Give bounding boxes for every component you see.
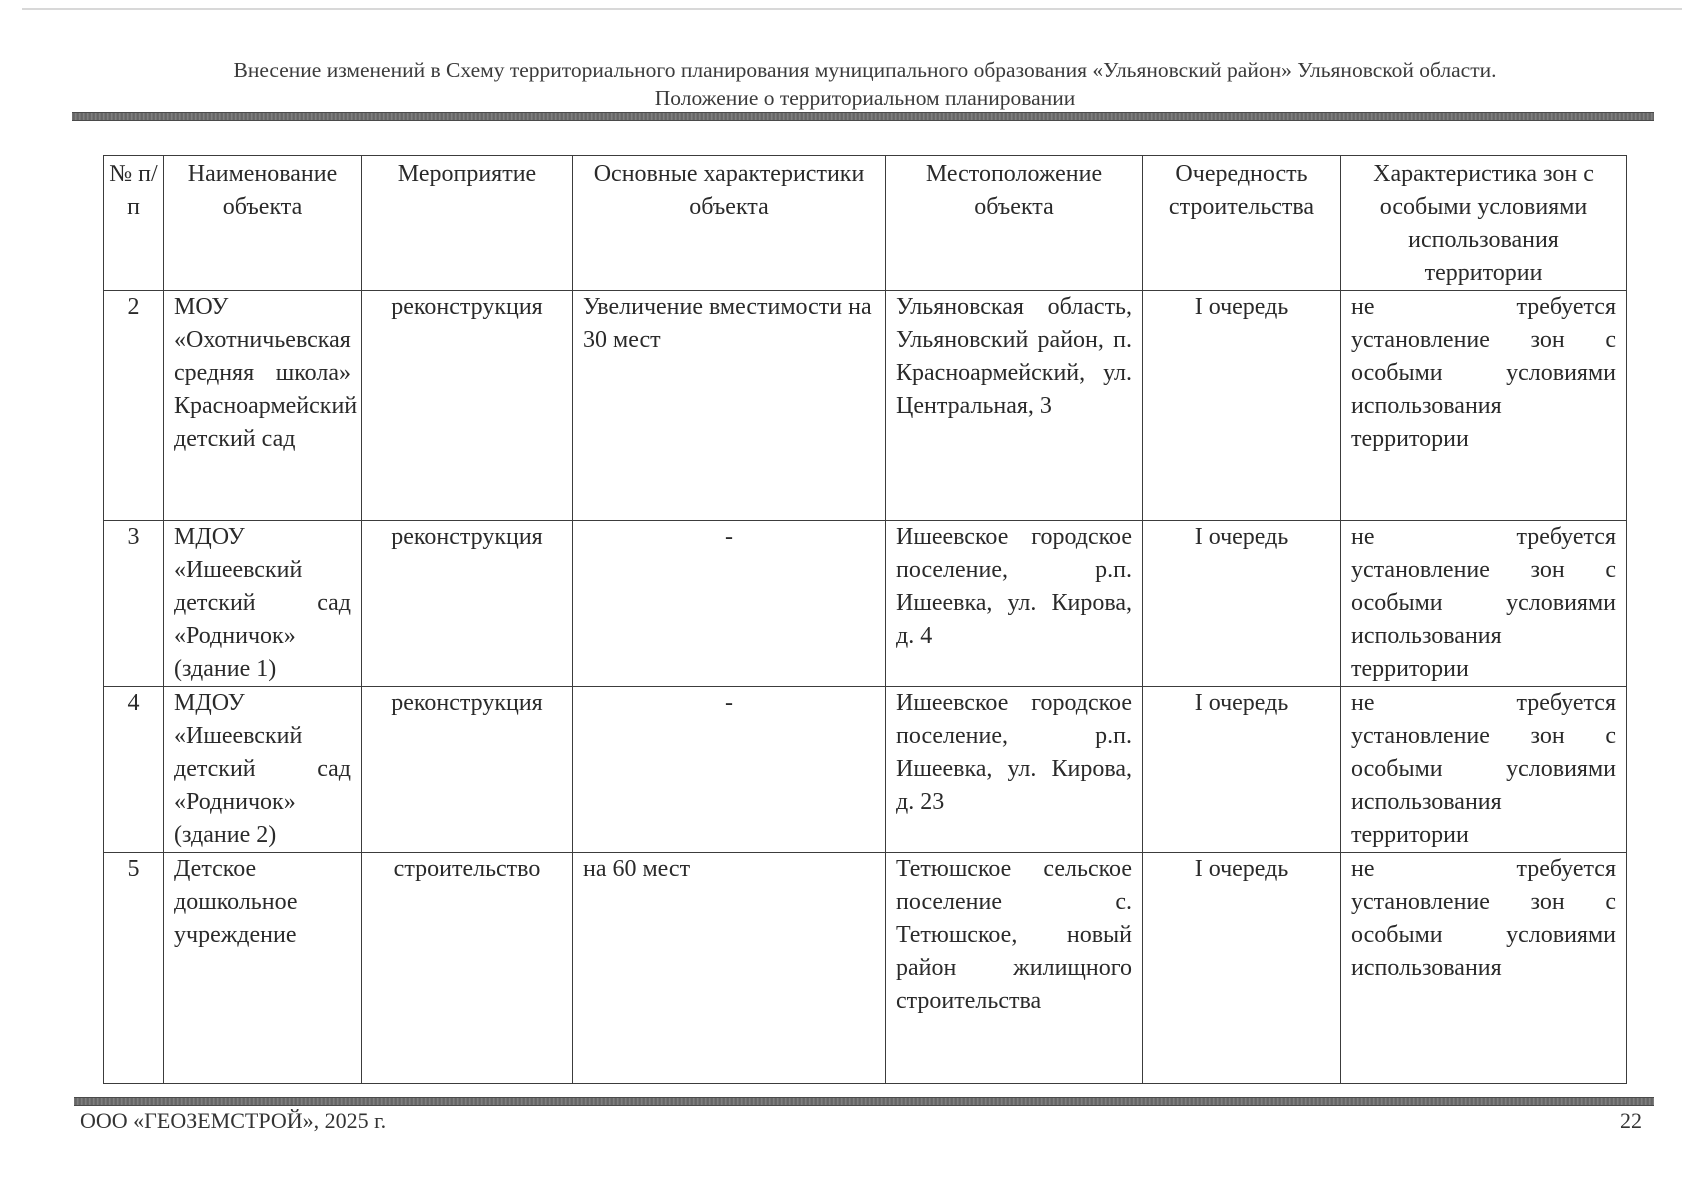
row-characteristics: - [573, 687, 886, 853]
row-num: 5 [104, 853, 164, 1084]
table-row [104, 291, 1627, 521]
header-characteristics: Основные характеристики объекта [573, 156, 886, 291]
row-num: 3 [104, 521, 164, 687]
row-zones: не требуется установление зон с особыми условиями использования территории [1341, 291, 1627, 521]
row-location: Ульяновская область, Ульяновский район, п. Красноармейский, ул. Центральная, 3 [886, 291, 1143, 521]
row-action: реконструкция [362, 291, 573, 521]
page-number: 22 [1620, 1108, 1642, 1133]
row-stage: I очередь [1143, 853, 1341, 1084]
row-characteristics: - [573, 521, 886, 687]
header-stage: Очередность строительства [1143, 156, 1341, 291]
row-name: МДОУ «Ишеевский детский сад «Родничок» (здание 2) [164, 687, 362, 853]
footer-rule [74, 1097, 1654, 1106]
header-title: Внесение изменений в Схему территориального планирования муниципального образования «Ульяновский район» Ульяновской области. [233, 58, 1497, 82]
row-location: Ишеевское городское поселение, р.п. Ишеевка, ул. Кирова, д. 4 [886, 521, 1143, 687]
row-stage: I очередь [1143, 687, 1341, 853]
row-action: строительство [362, 853, 573, 1084]
table-row [104, 853, 1627, 1084]
table-row [104, 521, 1627, 687]
header-num: № п/п [104, 156, 164, 291]
header-subtitle: Положение о территориальном планировании [654, 86, 1076, 110]
objects-table [103, 155, 1627, 1084]
row-characteristics: Увеличение вместимости на 30 мест [573, 291, 886, 521]
row-name: Детское дошкольное учреждение [164, 853, 362, 1084]
row-characteristics: на 60 мест [573, 853, 886, 1084]
row-name: МДОУ «Ишеевский детский сад «Родничок» (здание 1) [164, 521, 362, 687]
table-row [104, 687, 1627, 853]
page-header [60, 56, 1670, 112]
header-location: Местоположение объекта [886, 156, 1143, 291]
row-name: МОУ «Охотничьевская средняя школа» Красноармейский детский сад [164, 291, 362, 521]
table-header-row [104, 156, 1627, 291]
row-action: реконструкция [362, 521, 573, 687]
row-zones: не требуется установление зон с особыми условиями использования территории [1341, 521, 1627, 687]
row-location: Ишеевское городское поселение, р.п. Ишеевка, ул. Кирова, д. 23 [886, 687, 1143, 853]
header-name: Наименование объекта [164, 156, 362, 291]
row-stage: I очередь [1143, 521, 1341, 687]
footer-company: ООО «ГЕОЗЕМСТРОЙ», 2025 г. [80, 1108, 387, 1133]
row-zones: не требуется установление зон с особыми условиями использования территории [1341, 687, 1627, 853]
row-num: 4 [104, 687, 164, 853]
scan-edge [22, 8, 1682, 10]
header-rule [72, 112, 1654, 121]
row-location: Тетюшское сельское поселение с. Тетюшское, новый район жилищного строительства [886, 853, 1143, 1084]
header-zones: Характеристика зон с особыми условиями использования территории [1341, 156, 1627, 291]
header-action: Мероприятие [362, 156, 573, 291]
row-zones: не требуется установление зон с особыми условиями использования [1341, 853, 1627, 1084]
row-stage: I очередь [1143, 291, 1341, 521]
row-num: 2 [104, 291, 164, 521]
row-action: реконструкция [362, 687, 573, 853]
